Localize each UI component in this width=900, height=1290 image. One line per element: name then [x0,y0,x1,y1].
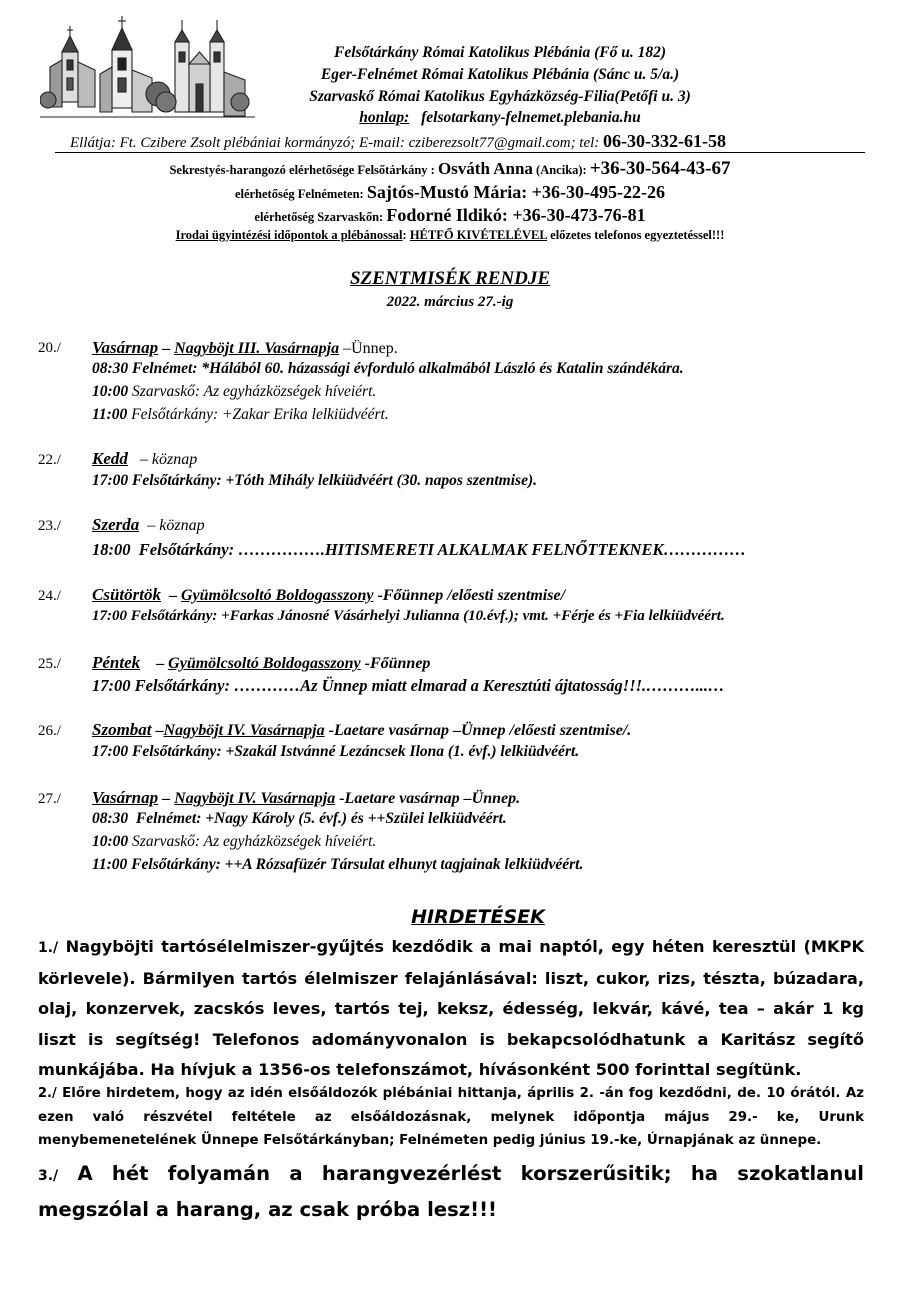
mass-entry [92,472,537,490]
mass-text: Felsőtárkány: …………Az Ünnep miatt elmarad a Keresztúti ájtatosság!!!.………...… [130,676,725,695]
mass-time: 08:30 [92,360,129,377]
day-rest: -Főünnep /előesti szentmise/ [373,587,566,604]
day-name: Vasárnap [92,338,159,357]
parish-line-2: Eger-Felnémet Római Katolikus Plébánia (Sánc u. 5/a.) [320,66,680,83]
day-number: 20./ [38,340,61,356]
mass-text: Felsőtárkány: +Szakál Istvánné Lezáncsek Ilona (1. évf.) lelkiüdvéért. [128,743,580,760]
day-number: 26./ [38,723,61,739]
mass-time: 17:00 [92,676,131,695]
announcement-1 [38,932,864,1086]
mass-entry [92,810,507,828]
mass-time: 10:00 [92,833,129,850]
homepage-label: honlap: [359,109,410,126]
mass-entry [92,608,725,625]
felnemet-contact: Sajtós-Mustó Mária: +36-30-495-22-26 [366,182,666,202]
mass-time: 17:00 [92,743,129,760]
office-colon: : [402,228,410,242]
mass-entry [92,743,579,761]
mass-entry [92,406,389,424]
day-header [92,720,631,740]
day-sep: – [158,340,175,357]
mass-time: 11:00 [92,856,128,873]
contact-email[interactable]: cziberezsolt77@gmail.com [408,135,571,151]
day-name: Szombat [92,720,152,739]
szarvasko-label: elérhetőség Szarvaskőn: [254,210,387,224]
day-rest: – köznap [139,517,205,534]
day-sep: – [151,722,164,739]
contact-phone: 06-30-332-61-58 [603,131,727,151]
day-name: Kedd [92,449,128,468]
announcement-2 [38,1082,864,1153]
day-name: Szerda [92,515,140,534]
announcement-text: Nagyböjti tartósélelmiszer-gyűjtés kezdődik a mai naptól, egy héten keresztül (MKPK körlevele). Bármilyen tartós élelmiszer felajánlásával: liszt, cukor, rizs, tészta, búzadara, olaj, konzervek, zacskós leves, tartós tej, keksz, édesség, lekvár, kávé, tea – akár 1 kg liszt is segítség! Telefonos adományvonalon is bekapcsolódhatunk a Karitász segítő munkájába. Ha hívjuk a 1356-os telefonszámot, hívásonként 500 forinttal segítünk. [38,937,864,1079]
mass-entry [92,833,376,851]
felnemet-label: elérhetőség Felnémeten: [234,187,367,201]
mass-entry [92,383,376,401]
mass-text: Felnémet: +Nagy Károly (5. évf.) és ++Szülei lelkiüdvéért. [128,810,507,827]
announcement-3 [38,1157,864,1227]
mass-time: 18:00 [92,540,131,559]
day-rest: -Laetare vasárnap –Ünnep. [335,790,521,807]
day-name: Vasárnap [92,788,159,807]
day-header [92,653,430,673]
announcement-text: Előre hirdetem, hogy az idén elsőáldozók plébániai hittanja, április 2. -án fog kezdődni, de. 10 órától. Az ezen való részvétel feltétele az elsőáldozásnak, melynek időpontja május 29.- ke, Urunk menybemenetelének Ünnepe Felsőtárkányban; Felnémeten pedig június 19.-ke, Úrnapjának az ünnepe. [38,1086,864,1148]
day-number: 22./ [38,452,61,468]
schedule-title: SZENTMISÉK RENDJE [349,268,551,289]
day-rest: -Főünnep [360,655,431,672]
day-header [92,788,520,808]
mass-time: 10:00 [92,383,129,400]
contact-prefix: Ellátja: Ft. Czibere Zsolt plébániai kormányzó; E-mail: [70,135,409,151]
schedule-subtitle: 2022. március 27.-ig [386,294,514,310]
mass-time: 17:00 [92,472,129,489]
mass-time: 11:00 [92,406,128,423]
mass-text: Szarvaskő: Az egyházközségek híveiért. [128,383,377,400]
mass-entry [92,856,583,874]
office-emph: HÉTFŐ KIVÉTELÉVEL [409,228,548,242]
day-number: 25./ [38,656,61,672]
contact-tel-label: ; tel: [570,135,604,151]
announcements-title: HIRDETÉSEK [411,906,545,928]
mass-text: Felsőtárkány: +Zakar Erika lelkiüdvéért. [127,406,389,423]
feast-name: Nagyböjt IV. Vasárnapja [174,790,336,807]
day-sep: – [158,790,175,807]
sacristan-phone: +36-30-564-43-67 [589,158,731,179]
homepage-line [250,109,750,127]
mass-text: Felnémet: *Hálából 60. házassági évforduló alkalmából László és Katalin szándékára. [128,360,684,377]
church-illustration [40,12,255,127]
mass-text: Szarvaskő: Az egyházközségek híveiért. [128,833,377,850]
day-name: Péntek [92,653,141,672]
day-number: 27./ [38,791,61,807]
mass-entry [92,360,684,378]
day-sep: – [160,587,181,604]
office-hours-line [0,228,900,243]
day-header [92,585,565,605]
day-header [92,515,205,535]
day-rest: – köznap [127,451,198,468]
sacristan-nick: (Ancika): [532,163,590,177]
announcement-number: 3./ [38,1168,59,1184]
mass-text: Felsőtárkány: +Farkas Jánosné Vásárhelyi Julianna (10.évf.); vmt. +Férje és +Fia lelkiüdvéért. [127,608,725,624]
day-sep: – [140,655,169,672]
szarvasko-contact-line [0,205,900,226]
announcement-text: A hét folyamán a harangvezérlést korszerűsitik; ha szokatlanul megszólal a harang, az csak próba lesz!!! [38,1162,864,1221]
announcement-number: 1./ [38,940,59,956]
parish-line-3: Szarvaskő Római Katolikus Egyházközség-Filia(Petőfi u. 3) [309,88,691,105]
mass-time: 08:30 [92,810,129,827]
szarvasko-contact: Fodorné Ildikó: +36-30-473-76-81 [386,205,646,225]
sacristan-name: Osváth Anna [437,159,533,178]
announcement-number: 2./ [38,1086,57,1101]
office-suffix: előzetes telefonos egyeztetéssel!!! [547,228,725,242]
parish-line-1: Felsőtárkány Római Katolikus Plébánia (Fő u. 182) [334,44,666,61]
feast-name: Gyümölcsoltó Boldogasszony [180,587,374,604]
feast-name: Nagyböjt IV. Vasárnapja [163,722,325,739]
feast-name: Nagyböjt III. Vasárnapja [174,340,340,357]
felnemet-contact-line [0,182,900,203]
priest-contact-line [70,131,726,152]
mass-text: Felsőtárkány: ++A Rózsafüzér Társulat elhunyt tagjainak lelkiüdvéért. [127,856,584,873]
header-divider [55,152,865,153]
sacristan-label: Sekrestyés-harangozó elérhetősége Felsőtárkány : [169,163,438,177]
office-prefix: Irodai ügyintézési időpontok a plébánossal [175,228,403,242]
mass-text: Felsőtárkány: +Tóth Mihály lelkiüdvéért (30. napos szentmise). [128,472,537,489]
day-number: 24./ [38,588,61,604]
mass-entry [92,676,725,696]
day-rest: -Laetare vasárnap –Ünnep /előesti szentmise/. [324,722,632,739]
mass-text: Felsőtárkány: …………….HITISMERETI ALKALMAK FELNŐTTEKNEK…………… [130,540,746,559]
day-rest: –Ünnep. [339,340,398,357]
feast-name: Gyümölcsoltó Boldogasszony [168,655,361,672]
homepage-link[interactable]: felsotarkany-felnemet.plebania.hu [421,109,641,126]
mass-entry [92,540,746,560]
day-number: 23./ [38,518,61,534]
sacristan-line [0,158,900,180]
day-header [92,449,197,469]
mass-time: 17:00 [92,608,127,624]
day-header [92,338,398,358]
day-name: Csütörtök [92,585,161,604]
